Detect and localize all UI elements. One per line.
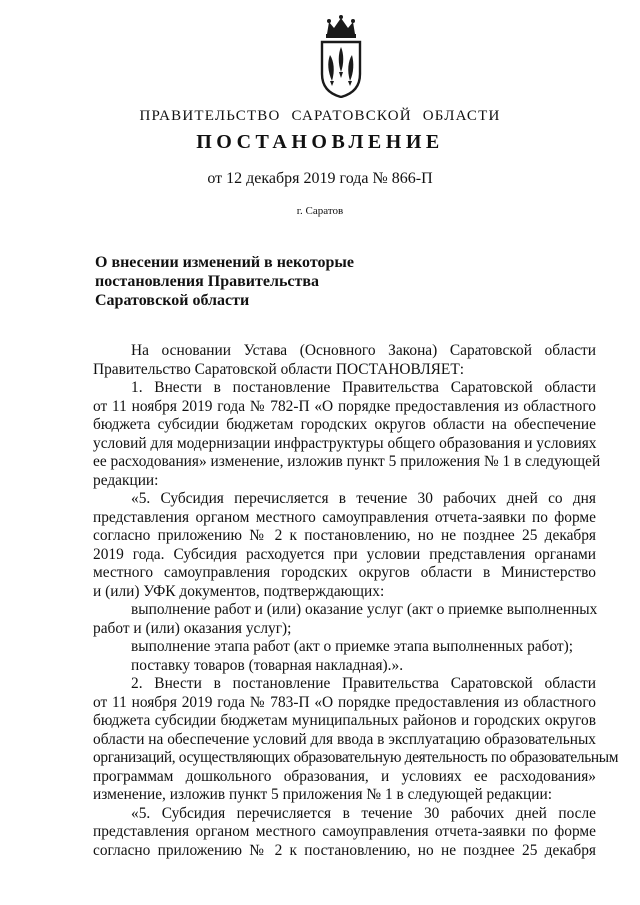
text-line: «5. Субсидия перечисляется в течение 30 рабочих дней со дня: [131, 490, 596, 507]
document-body: [93, 342, 619, 860]
text-line: условий для модернизации инфраструктуры общего образования и условиях: [93, 434, 597, 452]
document-date-number: от 12 декабря 2019 года № 866-П: [207, 170, 433, 187]
text-line: согласно приложению № 2 к постановлению, но не позднее 25 декабря: [93, 841, 596, 859]
text-line: и (или) УФК документов, подтверждающих:: [93, 582, 385, 600]
text-line: представления органом местного самоуправления отчета-заявки по форме: [93, 823, 596, 840]
text-line: «5. Субсидия перечисляется в течение 30 рабочих дней после: [131, 804, 596, 822]
text-line: ее расходования» изменение, изложив пункт 5 приложения № 1 в следующей: [93, 453, 601, 470]
text-line: изменение, изложив пункт 5 приложения № 1 в следующей редакции:: [93, 786, 552, 803]
text-line: представления органом местного самоуправления отчета-заявки по форме: [93, 508, 596, 526]
document-type-title: ПОСТАНОВЛЕНИЕ: [196, 131, 444, 153]
text-line: 1. Внести в постановление Правительства Саратовской области: [131, 379, 596, 396]
text-line: поставку товаров (товарная накладная).».: [131, 656, 404, 674]
text-line: организаций, осуществляющих образовательную деятельность по образовательным: [93, 749, 619, 766]
text-line: 2. Внести в постановление Правительства Саратовской области: [131, 675, 596, 692]
text-line: от 11 ноября 2019 года № 782-П «О порядке предоставления из областного: [93, 397, 596, 415]
text-line: местного самоуправления городских округов области в Министерство: [93, 564, 596, 581]
text-line: области на обеспечение условий для ввода в эксплуатацию образовательных: [93, 730, 596, 748]
subject-line: постановления Правительства: [95, 273, 319, 290]
text-line: Правительство Саратовской области ПОСТАНОВЛЯЕТ:: [93, 360, 465, 378]
text-line: от 11 ноября 2019 года № 783-П «О порядке предоставления из областного: [93, 693, 596, 711]
document-city: г. Саратов: [296, 205, 344, 217]
text-line: выполнение работ и (или) оказание услуг (акт о приемке выполненных: [131, 601, 598, 618]
text-line: бюджета субсидии бюджетам городских округов области на обеспечение: [93, 416, 596, 433]
text-line: работ и (или) оказания услуг);: [93, 619, 292, 637]
text-line: согласно приложению № 2 к постановлению, но не позднее 25 декабря: [93, 527, 596, 544]
text-line: редакции:: [93, 471, 159, 489]
text-line: выполнение этапа работ (акт о приемке этапа выполненных работ);: [131, 638, 574, 655]
subject-line: О внесении изменений в некоторые: [95, 254, 354, 271]
government-name: ПРАВИТЕЛЬСТВО САРАТОВСКОЙ ОБЛАСТИ: [139, 108, 501, 124]
document-subject: [95, 253, 354, 310]
text-line: 2019 года. Субсидия расходуется при условии представления органами: [93, 545, 596, 563]
coat-of-arms-emblem: [318, 14, 364, 98]
subject-line: Саратовской области: [95, 292, 250, 309]
text-line: На основании Устава (Основного Закона) Саратовской области: [131, 342, 596, 359]
text-line: бюджета субсидии бюджетам муниципальных районов и городских округов: [93, 712, 596, 729]
text-line: программам дошкольного образования, и условиях ее расходования»: [93, 767, 596, 785]
